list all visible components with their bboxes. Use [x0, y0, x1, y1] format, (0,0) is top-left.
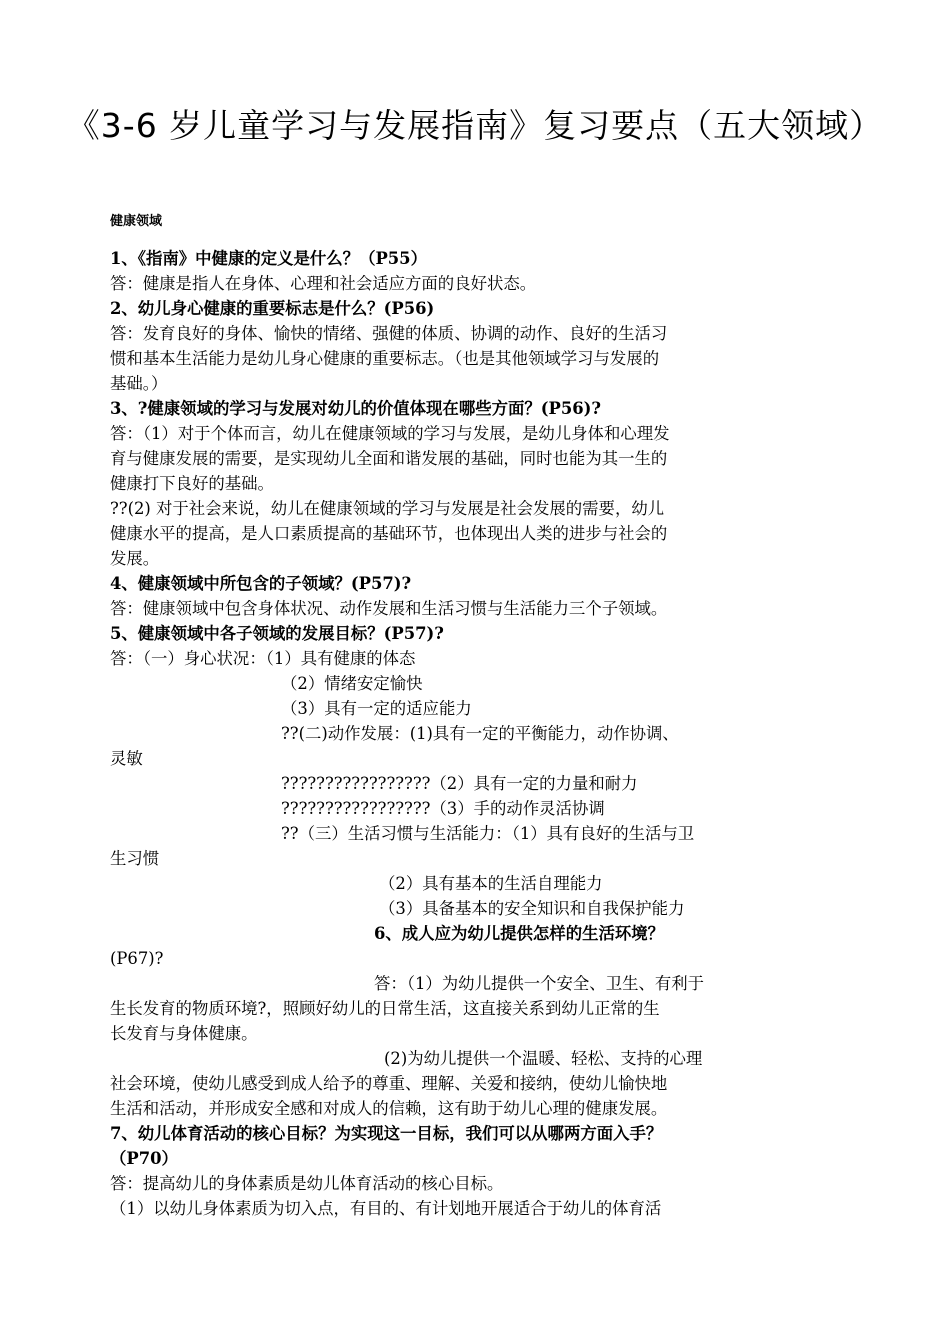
answer-4: 答：健康领域中包含身体状况、动作发展和生活习惯与生活能力三个子领域。 [110, 599, 668, 618]
question-2: 2、幼儿身心健康的重要标志是什么？(P56) [110, 299, 435, 318]
answer-7-line-2: （1）以幼儿身体素质为切入点，有目的、有计划地开展适合于幼儿的体育活 [110, 1199, 662, 1218]
question-1: 1、《指南》中健康的定义是什么？（P55） [110, 249, 427, 268]
answer-6-line-6: 生活和活动，并形成安全感和对成人的信赖，这有助于幼儿心理的健康发展。 [110, 1099, 668, 1118]
answer-5-line-8: ??（三）生活习惯与生活能力：（1）具有良好的生活与卫 [281, 824, 695, 843]
answer-2-line-1: 答：发育良好的身体、愉快的情绪、强健的体质、协调的动作、良好的生活习 [110, 324, 668, 343]
question-5: 5、健康领域中各子领域的发展目标？(P57)? [110, 624, 444, 643]
answer-3-line-5: 健康水平的提高，是人口素质提高的基础环节，也体现出人类的进步与社会的 [110, 524, 668, 543]
answer-5-line-6: ?????????????????（2）具有一定的力量和耐力 [281, 774, 638, 793]
answer-6-line-2: 生长发育的物质环境?，照顾好幼儿的日常生活，这直接关系到幼儿正常的生 [110, 999, 660, 1018]
answer-5-line-3: （3）具有一定的适应能力 [281, 699, 472, 718]
answer-5-line-9: 生习惯 [110, 849, 160, 868]
answer-5-line-11: （3）具备基本的安全知识和自我保护能力 [379, 899, 685, 918]
answer-6-line-4: (2)为幼儿提供一个温暖、轻松、支持的心理 [384, 1049, 703, 1068]
answer-2-line-2: 惯和基本生活能力是幼儿身心健康的重要标志。（也是其他领域学习与发展的 [110, 349, 660, 368]
question-7: 7、幼儿体育活动的核心目标？为实现这一目标，我们可以从哪两方面入手？ [110, 1124, 663, 1143]
answer-5-line-1: 答：（一）身心状况：（1）具有健康的体态 [110, 649, 416, 668]
answer-3-line-3: 健康打下良好的基础。 [110, 474, 274, 493]
answer-6-line-5: 社会环境，使幼儿感受到成人给予的尊重、理解、关爱和接纳，使幼儿愉快地 [110, 1074, 668, 1093]
answer-6-line-1: 答：（1）为幼儿提供一个安全、卫生、有利于 [374, 974, 705, 993]
answer-3-line-1: 答：（1）对于个体而言，幼儿在健康领域的学习与发展，是幼儿身体和心理发 [110, 424, 670, 443]
answer-5-line-2: （2）情绪安定愉快 [281, 674, 423, 693]
answer-3-line-6: 发展。 [110, 549, 160, 568]
answer-3-line-2: 育与健康发展的需要，是实现幼儿全面和谐发展的基础，同时也能为其一生的 [110, 449, 668, 468]
answer-5-line-4: ??(二)动作发展：(1)具有一定的平衡能力，动作协调、 [281, 724, 679, 743]
answer-5-line-10: （2）具有基本的生活自理能力 [379, 874, 603, 893]
question-4: 4、健康领域中所包含的子领域？(P57)? [110, 574, 412, 593]
answer-5-line-7: ?????????????????（3）手的动作灵活协调 [281, 799, 605, 818]
answer-5-line-5: 灵敏 [110, 749, 143, 768]
question-6-page: (P67)? [110, 949, 164, 968]
answer-3-line-4: ??(2) 对于社会来说，幼儿在健康领域的学习与发展是社会发展的需要，幼儿 [110, 499, 665, 518]
question-6: 6、成人应为幼儿提供怎样的生活环境？ [374, 924, 665, 943]
answer-2-line-3: 基础。） [110, 374, 168, 393]
section-title: 健康领域 [110, 214, 163, 229]
question-7-page: （P70） [110, 1149, 178, 1168]
answer-7-line-1: 答：提高幼儿的身体素质是幼儿体育活动的核心目标。 [110, 1174, 504, 1193]
question-3: 3、?健康领域的学习与发展对幼儿的价值体现在哪些方面？(P56)? [110, 399, 602, 418]
answer-1: 答：健康是指人在身体、心理和社会适应方面的良好状态。 [110, 274, 537, 293]
answer-6-line-3: 长发育与身体健康。 [110, 1024, 258, 1043]
document-title: 《3-6 岁儿童学习与发展指南》复习要点（五大领域） [66, 106, 884, 145]
